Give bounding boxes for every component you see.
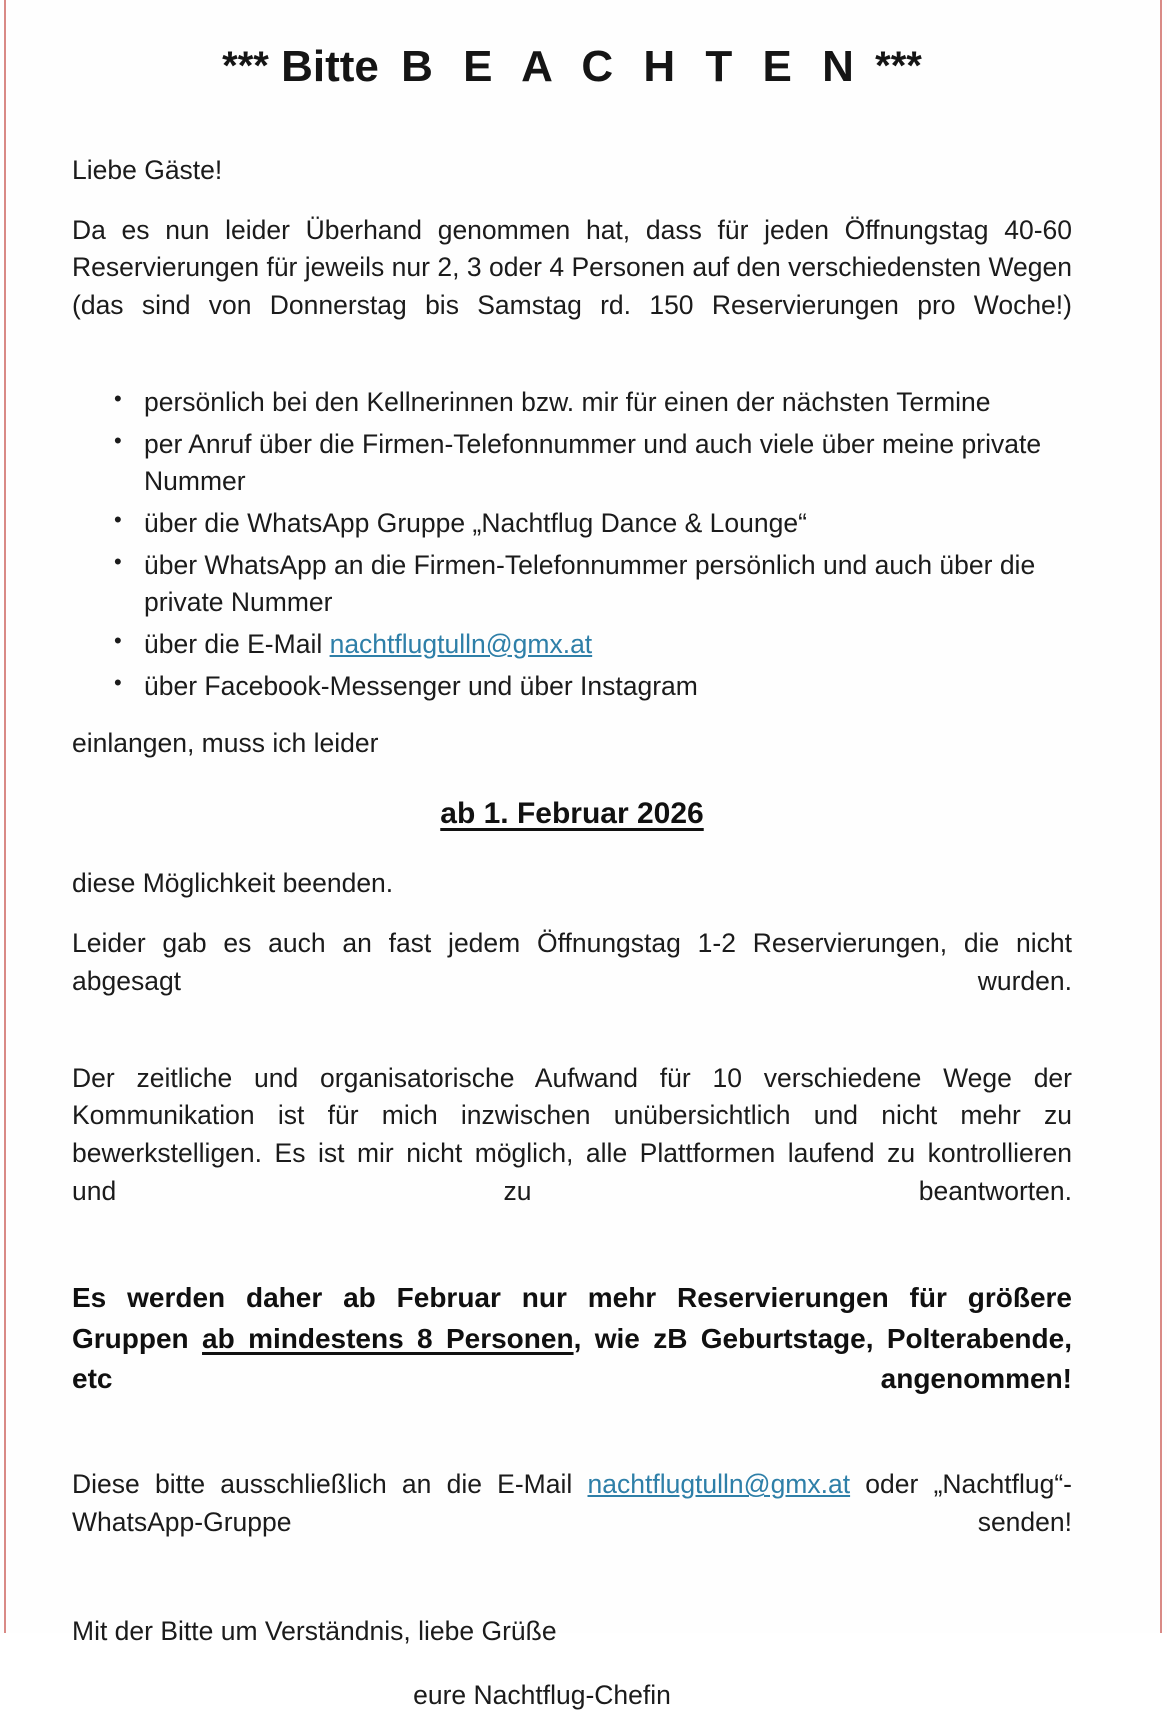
intro-paragraph: Da es nun leider Überhand genommen hat, dass für jeden Öffnungstag 40-60 Reservierungen für jeweils nur 2, 3 oder 4 Personen auf den verschiedensten Wegen (das sind von Donnerstag bis Samstag rd. 150 Reservierungen pro Woche!): [72, 214, 1072, 320]
reservation-channel-list: [72, 384, 1072, 705]
title-word-beachten: B E A C H T E N: [401, 42, 863, 91]
closing-line: Mit der Bitte um Verständnis, liebe Grüße: [72, 1616, 557, 1647]
effort-paragraph: Der zeitliche und organisatorische Aufwand für 10 verschiedene Wege der Kommunikation ist für mich inzwischen unübersichtlich und nicht mehr zu bewerkstelligen. Es ist mir nicht möglich, alle Plattformen laufend zu kontrollieren und zu beantworten.: [72, 1062, 1072, 1206]
list-item: • über WhatsApp an die Firmen-Telefonnummer persönlich und auch über die private Nummer: [144, 547, 1072, 622]
contact-text-part-1: Diese bitte ausschließlich an die E-Mail: [72, 1469, 588, 1500]
list-item: • persönlich bei den Kellnerinnen bzw. mir für einen der nächsten Termine: [144, 384, 1072, 422]
policy-minimum-group-size: ab mindestens 8 Personen: [202, 1322, 574, 1354]
page-title: [72, 0, 1072, 92]
email-link-secondary[interactable]: nachtflugtulln@gmx.at: [587, 1469, 851, 1500]
title-word-bitte: Bitte: [281, 42, 379, 91]
email-list-prefix: über die E-Mail: [144, 628, 330, 659]
policy-text-part-1: Es werden daher ab Februar nur mehr Reservierungen für größere Gruppen: [72, 1281, 1072, 1354]
email-link[interactable]: nachtflugtulln@gmx.at: [329, 628, 593, 659]
policy-paragraph: [72, 1278, 1072, 1440]
after-list-text: einlangen, muss ich leider: [72, 728, 379, 759]
list-item: • per Anruf über die Firmen-Telefonnummer und auch viele über meine private Nummer: [144, 426, 1072, 501]
list-item: • über Facebook-Messenger und über Instagram: [144, 668, 1072, 706]
contact-text-part-2: oder „Nachtflug“-WhatsApp-Gruppe senden!: [72, 1469, 1072, 1537]
after-date-text: diese Möglichkeit beenden.: [72, 868, 394, 899]
list-item: • über die WhatsApp Gruppe „Nachtflug Dance & Lounge“: [144, 505, 1072, 543]
signature-line: eure Nachtflug-Chefin: [413, 1679, 671, 1710]
cancellation-paragraph: Leider gab es auch an fast jedem Öffnungstag 1-2 Reservierungen, die nicht abgesagt wurden.: [72, 927, 1072, 996]
effective-date-text: ab 1. Februar 2026: [440, 796, 704, 830]
contact-instruction-paragraph: [72, 1466, 1072, 1579]
title-stars-left: ***: [222, 44, 269, 88]
effective-date-heading: [72, 793, 1072, 836]
policy-text-part-2: , wie zB Geburtstage, Polterabende, etc angenommen!: [72, 1322, 1072, 1395]
document-body: [72, 152, 1072, 1714]
list-item-email: [144, 626, 1072, 664]
title-stars-right: ***: [875, 44, 922, 88]
salutation: Liebe Gäste!: [72, 155, 223, 185]
